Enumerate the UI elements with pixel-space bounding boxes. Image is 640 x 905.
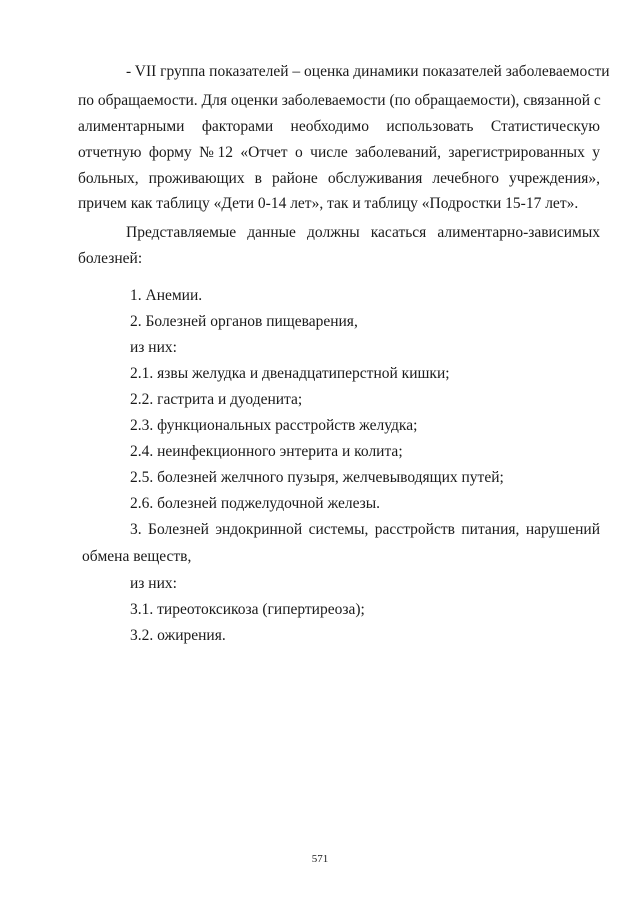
para1-line3: алиментарными факторами необходимо использовать Статистическую [78, 118, 600, 135]
list-item-3-1: 3.1. тиреотоксикоза (гипертиреоза); [130, 601, 365, 618]
list-item-2: 2. Болезней органов пищеварения, [130, 313, 358, 330]
list-item-3-2: 3.2. ожирения. [130, 627, 226, 644]
list-subheading-1: из них: [130, 339, 177, 356]
list-subheading-2: из них: [130, 575, 177, 592]
list-item-1: 1. Анемии. [130, 287, 203, 304]
list-item-2-4: 2.4. неинфекционного энтерита и колита; [130, 443, 403, 460]
page-number: 571 [311, 853, 329, 865]
list-item-2-3: 2.3. функциональных расстройств желудка; [130, 417, 418, 434]
para1-line6: причем как таблицу «Дети 0-14 лет», так и таблицу «Подростки 15-17 лет». [78, 195, 579, 212]
para2-line2: болезней: [78, 250, 143, 267]
para1-line5: больных, проживающих в районе обслуживания лечебного учреждения», [78, 170, 600, 187]
list-item-3-line1: 3. Болезней эндокринной системы, расстройств питания, нарушений [130, 521, 600, 538]
list-item-2-2: 2.2. гастрита и дуоденита; [130, 391, 303, 408]
para1-line2: по обращаемости. Для оценки заболеваемости (по обращаемости), связанной с [78, 92, 601, 109]
list-item-2-1: 2.1. язвы желудка и двенадцатиперстной кишки; [130, 365, 450, 382]
list-item-3-line2: обмена веществ, [82, 548, 192, 565]
para1-line4: отчетную форму №12 «Отчет о числе заболеваний, зарегистрированных у [78, 144, 600, 161]
para2-line1: Представляемые данные должны касаться алиментарно-зависимых [126, 224, 600, 241]
list-item-2-5: 2.5. болезней желчного пузыря, желчевыводящих путей; [130, 469, 504, 486]
list-item-2-6: 2.6. болезней поджелудочной железы. [130, 495, 381, 512]
para1-line1: - VII группа показателей – оценка динамики показателей заболеваемости [126, 63, 610, 80]
